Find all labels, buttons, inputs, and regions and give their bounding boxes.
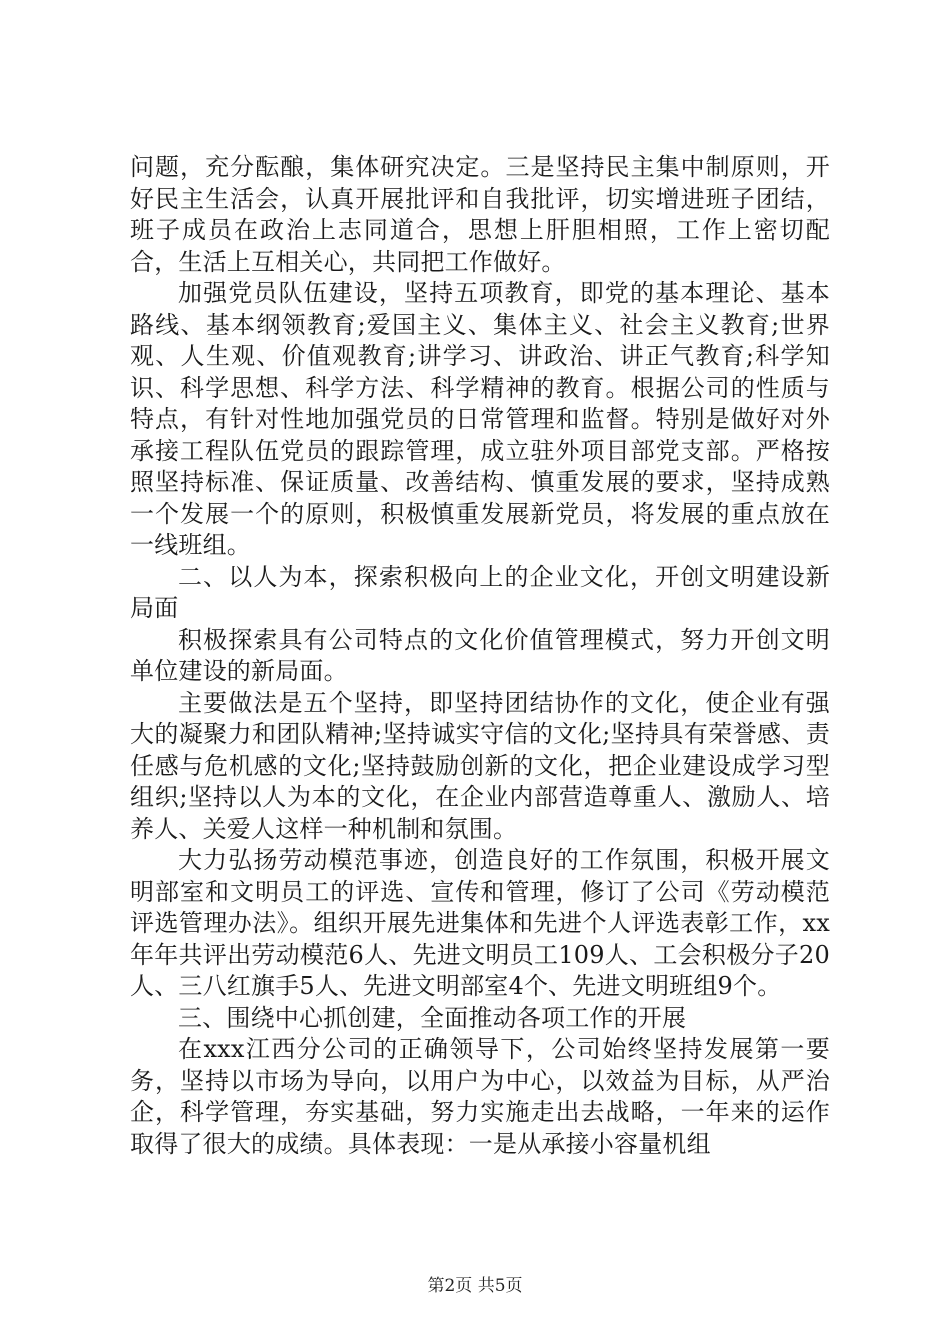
section-heading-3: 三、围绕中心抓创建，全面推动各项工作的开展 [178,1003,687,1032]
paragraph-4: 主要做法是五个坚持，即坚持团结协作的文化，使企业有强大的凝聚力和团队精神;坚持诚实守信的文化;坚持具有荣誉感、责任感与危机感的文化;坚持鼓励创新的文化，把企业建设成学习型组织;坚持以人为本的文化，在企业内部营造尊重人、激励人、培养人、关爱人这样一种机制和氛围。 [130,688,830,843]
page-footer: 第2页 共5页 [427,1276,523,1296]
paragraph-3: 积极探索具有公司特点的文化价值管理模式，努力开创文明单位建设的新局面。 [130,625,830,685]
paragraph-5: 大力弘扬劳动模范事迹，创造良好的工作氛围，积极开展文明部室和文明员工的评选、宣传和管理，修订了公司《劳动模范评选管理办法》。组织开展先进集体和先进个人评选表彰工作，xx年年共评出劳动模范6人、先进文明员工109人、工会积极分子20人、三八红旗手5人、先进文明部室4个、先进文明班组9个。 [130,846,830,1000]
paragraph-2: 加强党员队伍建设，坚持五项教育，即党的基本理论、基本路线、基本纲领教育;爱国主义、集体主义、社会主义教育;世界观、人生观、价值观教育;讲学习、讲政治、讲正气教育;科学知识、科学思想、科学方法、科学精神的教育。根据公司的性质与特点，有针对性地加强党员的日常管理和监督。特别是做好对外承接工程队伍党员的跟踪管理，成立驻外项目部党支部。严格按照坚持标准、保证质量、改善结构、慎重发展的要求，坚持成熟一个发展一个的原则，积极慎重发展新党员，将发展的重点放在一线班组。 [130,279,830,559]
paragraph-6: 在xxx江西分公司的正确领导下，公司始终坚持发展第一要务，坚持以市场为导向，以用户为中心，以效益为目标，从严治企，科学管理，夯实基础，努力实施走出去战略，一年来的运作取得了很大的成绩。具体表现：一是从承接小容量机组 [130,1035,830,1158]
paragraph-1: 问题，充分酝酿，集体研究决定。三是坚持民主集中制原则，开好民主生活会，认真开展批评和自我批评，切实增进班子团结，班子成员在政治上志同道合，思想上肝胆相照，工作上密切配合，生活上互相关心，共同把工作做好。 [130,153,830,276]
document-body [130,152,830,1160]
section-heading-2: 二、以人为本，探索积极向上的企业文化，开创文明建设新局面 [130,562,830,622]
